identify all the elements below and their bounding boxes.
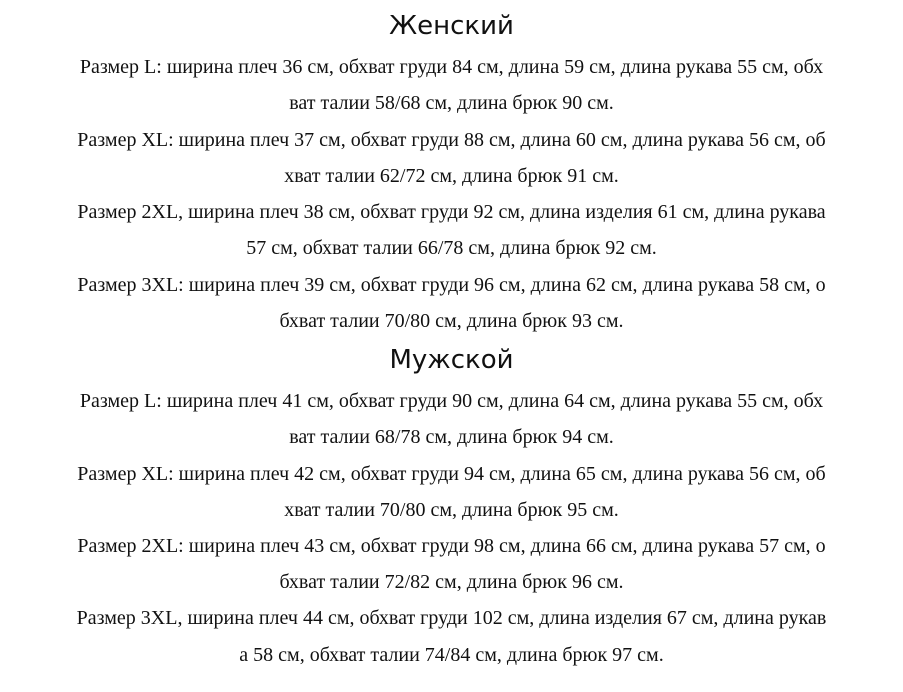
women-size-l-line-1: Размер L: ширина плеч 36 см, обхват груди 84 см, длина 59 см, длина рукава 55 см, обх bbox=[79, 56, 824, 78]
men-size-3xl-line-1: Размер 3XL, ширина плеч 44 см, обхват груди 102 см, длина изделия 67 см, длина рукав bbox=[76, 607, 827, 629]
women-size-l-line-2: ват талии 58/68 см, длина брюк 90 см. bbox=[289, 92, 614, 114]
men-size-l-line-2: ват талии 68/78 см, длина брюк 94 см. bbox=[289, 426, 614, 448]
women-size-3xl-line-1: Размер 3XL: ширина плеч 39 см, обхват груди 96 см, длина 62 см, длина рукава 58 см, о bbox=[77, 274, 826, 296]
women-size-xl-line-2: хват талии 62/72 см, длина брюк 91 см. bbox=[284, 165, 619, 187]
men-size-xl-line-1: Размер XL: ширина плеч 42 см, обхват груди 94 см, длина 65 см, длина рукава 56 см, об bbox=[77, 463, 826, 485]
women-size-2xl-line-2: 57 см, обхват талии 66/78 см, длина брюк 92 см. bbox=[246, 237, 657, 259]
men-size-xl-line-2: хват талии 70/80 см, длина брюк 95 см. bbox=[284, 499, 619, 521]
women-size-xl-line-1: Размер XL: ширина плеч 37 см, обхват груди 88 см, длина 60 см, длина рукава 56 см, об bbox=[77, 129, 826, 151]
women-section-title: Женский bbox=[389, 11, 514, 41]
women-size-3xl-line-2: бхват талии 70/80 см, длина брюк 93 см. bbox=[279, 310, 624, 332]
men-size-l-line-1: Размер L: ширина плеч 41 см, обхват груди 90 см, длина 64 см, длина рукава 55 см, обх bbox=[79, 390, 824, 412]
men-section-title: Мужской bbox=[389, 345, 514, 375]
women-size-2xl-line-1: Размер 2XL, ширина плеч 38 см, обхват груди 92 см, длина изделия 61 см, длина рукава bbox=[77, 201, 826, 223]
men-size-3xl-line-2: а 58 см, обхват талии 74/84 см, длина брюк 97 см. bbox=[239, 644, 664, 666]
men-size-2xl-line-2: бхват талии 72/82 см, длина брюк 96 см. bbox=[279, 571, 624, 593]
men-size-2xl-line-1: Размер 2XL: ширина плеч 43 см, обхват груди 98 см, длина 66 см, длина рукава 57 см, о bbox=[77, 535, 826, 557]
